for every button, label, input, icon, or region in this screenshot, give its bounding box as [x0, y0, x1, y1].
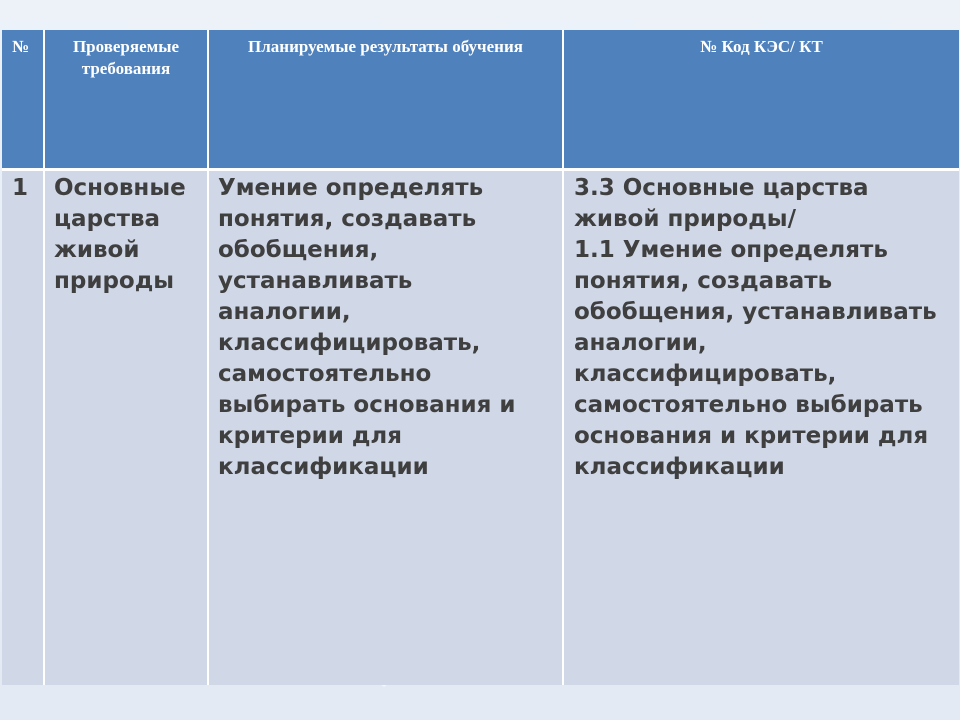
cell-code-line-1: 3.3 Основные царства живой природы/: [574, 175, 869, 232]
table-row: [2, 170, 959, 686]
requirements-table: [2, 30, 959, 685]
header-number: №: [2, 30, 44, 170]
cell-code-line-2: 1.1 Умение определять понятия, создавать обобщения, устанавливать аналогии, классифицировать, самостоятельно выбирать основания и критерии для классификации: [574, 237, 937, 480]
table-header-row: [2, 30, 959, 170]
cell-number: 1: [2, 170, 44, 686]
header-requirements: Проверяемые требования: [44, 30, 208, 170]
cell-results: Умение определять понятия, создавать обобщения, устанавливать аналогии, классифицировать, самостоятельно выбирать основания и критерии для классификации: [208, 170, 563, 686]
cell-requirements: Основные царства живой природы: [44, 170, 208, 686]
header-results: Планируемые результаты обучения: [208, 30, 563, 170]
header-code: № Код КЭС/ КТ: [563, 30, 959, 170]
cell-code: [563, 170, 959, 686]
